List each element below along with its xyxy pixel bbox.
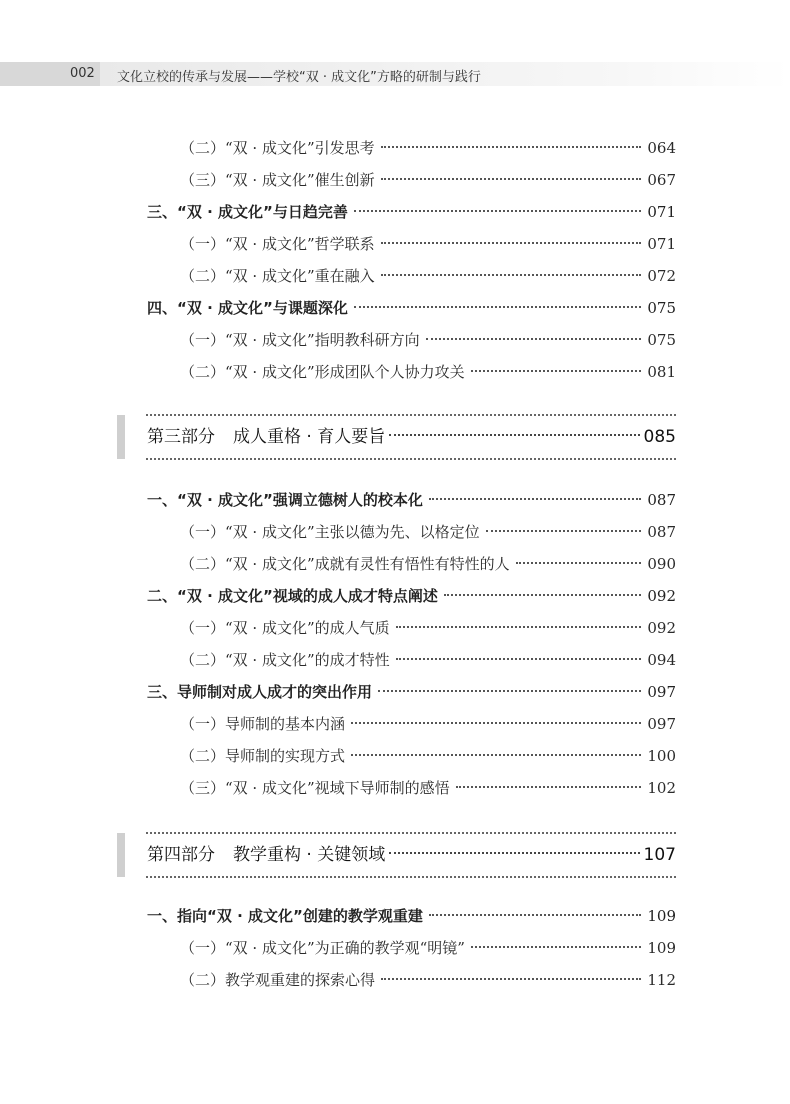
- toc-entry[interactable]: [180, 265, 676, 287]
- toc-section[interactable]: [147, 489, 676, 511]
- toc-entry-page: 064: [647, 139, 676, 157]
- toc-section-title: 三、导师制对成人成才的突出作用: [147, 683, 373, 701]
- toc-entry[interactable]: [180, 745, 676, 767]
- toc-entry-page: 112: [647, 971, 676, 989]
- toc-entry[interactable]: [180, 553, 676, 575]
- toc-entry-page: 081: [647, 363, 676, 381]
- toc-entry-page: 102: [647, 779, 676, 797]
- toc-entry-page: 092: [647, 619, 676, 637]
- toc-section-page: 097: [647, 683, 676, 701]
- toc-entry-title: （二）“双 · 成文化”的成才特性: [180, 651, 390, 669]
- book-title: 文化立校的传承与发展——学校“双 · 成文化”方略的研制与践行: [117, 70, 481, 85]
- toc-entry-title: （三）“双 · 成文化”视域下导师制的感悟: [180, 779, 450, 797]
- leader-dots: [389, 434, 639, 436]
- toc-entry-title: （一）“双 · 成文化”主张以德为先、以格定位: [180, 523, 480, 541]
- toc-section[interactable]: [147, 201, 676, 223]
- toc-entry[interactable]: [180, 361, 676, 383]
- leader-dots: [351, 722, 641, 724]
- toc-section-title: 四、“双 · 成文化”与课题深化: [147, 299, 348, 317]
- toc-entry-page: 109: [647, 939, 676, 957]
- toc-section-title: 二、“双 · 成文化”视域的成人成才特点阐述: [147, 587, 438, 605]
- toc-entry-title: （三）“双 · 成文化”催生创新: [180, 171, 375, 189]
- part-3-heading[interactable]: [147, 424, 676, 450]
- toc-section-page: 087: [647, 491, 676, 509]
- toc-section[interactable]: [147, 585, 676, 607]
- toc-entry-title: （一）“双 · 成文化”为正确的教学观“明镜”: [180, 939, 465, 957]
- toc-section-page: 071: [647, 203, 676, 221]
- toc-section-title: 一、“双 · 成文化”强调立德树人的校本化: [147, 491, 423, 509]
- part-4-label: 第四部分: [147, 845, 215, 865]
- toc-entry-page: 090: [647, 555, 676, 573]
- toc-entry[interactable]: [180, 937, 676, 959]
- toc-entry[interactable]: [180, 233, 676, 255]
- leader-dots: [396, 658, 642, 660]
- toc-entry[interactable]: [180, 169, 676, 191]
- toc-entry[interactable]: [180, 617, 676, 639]
- toc-section-title: 三、“双 · 成文化”与日趋完善: [147, 203, 348, 221]
- part-3-label: 第三部分: [147, 427, 215, 447]
- leader-dots: [381, 242, 642, 244]
- toc-entry-title: （一）“双 · 成文化”的成人气质: [180, 619, 390, 637]
- leader-dots: [471, 370, 642, 372]
- toc-entry-title: （二）“双 · 成文化”重在融入: [180, 267, 375, 285]
- toc-section[interactable]: [147, 297, 676, 319]
- leader-dots: [351, 754, 641, 756]
- leader-dots: [389, 852, 639, 854]
- leader-dots: [396, 626, 642, 628]
- leader-dots: [378, 690, 641, 692]
- leader-dots: [429, 914, 641, 916]
- toc-section-page: 092: [647, 587, 676, 605]
- leader-dots: [381, 978, 641, 980]
- leader-dots: [516, 562, 642, 564]
- toc-entry-page: 075: [647, 331, 676, 349]
- toc-entry[interactable]: [180, 777, 676, 799]
- toc-entry-page: 067: [647, 171, 676, 189]
- toc-entry-title: （二）“双 · 成文化”形成团队个人协力攻关: [180, 363, 465, 381]
- leader-dots: [381, 178, 642, 180]
- leader-dots: [471, 946, 641, 948]
- toc-entry-page: 087: [647, 523, 676, 541]
- toc-entry[interactable]: [180, 649, 676, 671]
- toc-section[interactable]: [147, 681, 676, 703]
- part-4-marker-bar: [117, 833, 125, 877]
- toc-entry-page: 071: [647, 235, 676, 253]
- toc-section[interactable]: [147, 905, 676, 927]
- toc-entry[interactable]: [180, 137, 676, 159]
- part-4-title: 教学重构 · 关键领域: [233, 845, 386, 865]
- toc-entry[interactable]: [180, 713, 676, 735]
- toc-entry-page: 094: [647, 651, 676, 669]
- part-3-marker-bar: [117, 415, 125, 459]
- leader-dots: [429, 498, 641, 500]
- toc-entry-title: （二）教学观重建的探索心得: [180, 971, 376, 989]
- toc-entry-page: 097: [647, 715, 676, 733]
- leader-dots: [354, 210, 641, 212]
- part-4-heading[interactable]: [147, 842, 676, 868]
- toc-entry[interactable]: [180, 329, 676, 351]
- leader-dots: [426, 338, 642, 340]
- leader-dots: [456, 786, 642, 788]
- toc-entry-title: （二）导师制的实现方式: [180, 747, 346, 765]
- toc-entry[interactable]: [180, 969, 676, 991]
- page-number: 002: [70, 66, 95, 81]
- toc-section-page: 075: [647, 299, 676, 317]
- toc-entry-title: （二）“双 · 成文化”成就有灵性有悟性有特性的人: [180, 555, 510, 573]
- leader-dots: [381, 146, 642, 148]
- leader-dots: [354, 306, 641, 308]
- toc-entry-page: 072: [647, 267, 676, 285]
- part-3-rule-bottom: [146, 458, 676, 460]
- leader-dots: [381, 274, 642, 276]
- toc-entry-page: 100: [647, 747, 676, 765]
- part-3-rule-top: [146, 414, 676, 416]
- part-4-rule-bottom: [146, 876, 676, 878]
- part-3-page: 085: [643, 427, 676, 447]
- leader-dots: [444, 594, 641, 596]
- toc-entry-title: （二）“双 · 成文化”引发思考: [180, 139, 375, 157]
- toc-entry-title: （一）导师制的基本内涵: [180, 715, 346, 733]
- toc-entry[interactable]: [180, 521, 676, 543]
- part-4-page: 107: [643, 845, 676, 865]
- toc-entry-title: （一）“双 · 成文化”哲学联系: [180, 235, 375, 253]
- part-4-rule-top: [146, 832, 676, 834]
- toc-section-page: 109: [647, 907, 676, 925]
- leader-dots: [486, 530, 642, 532]
- toc-section-title: 一、指向“双 · 成文化”创建的教学观重建: [147, 907, 423, 925]
- part-3-title: 成人重格 · 育人要旨: [233, 427, 386, 447]
- toc-entry-title: （一）“双 · 成文化”指明教科研方向: [180, 331, 420, 349]
